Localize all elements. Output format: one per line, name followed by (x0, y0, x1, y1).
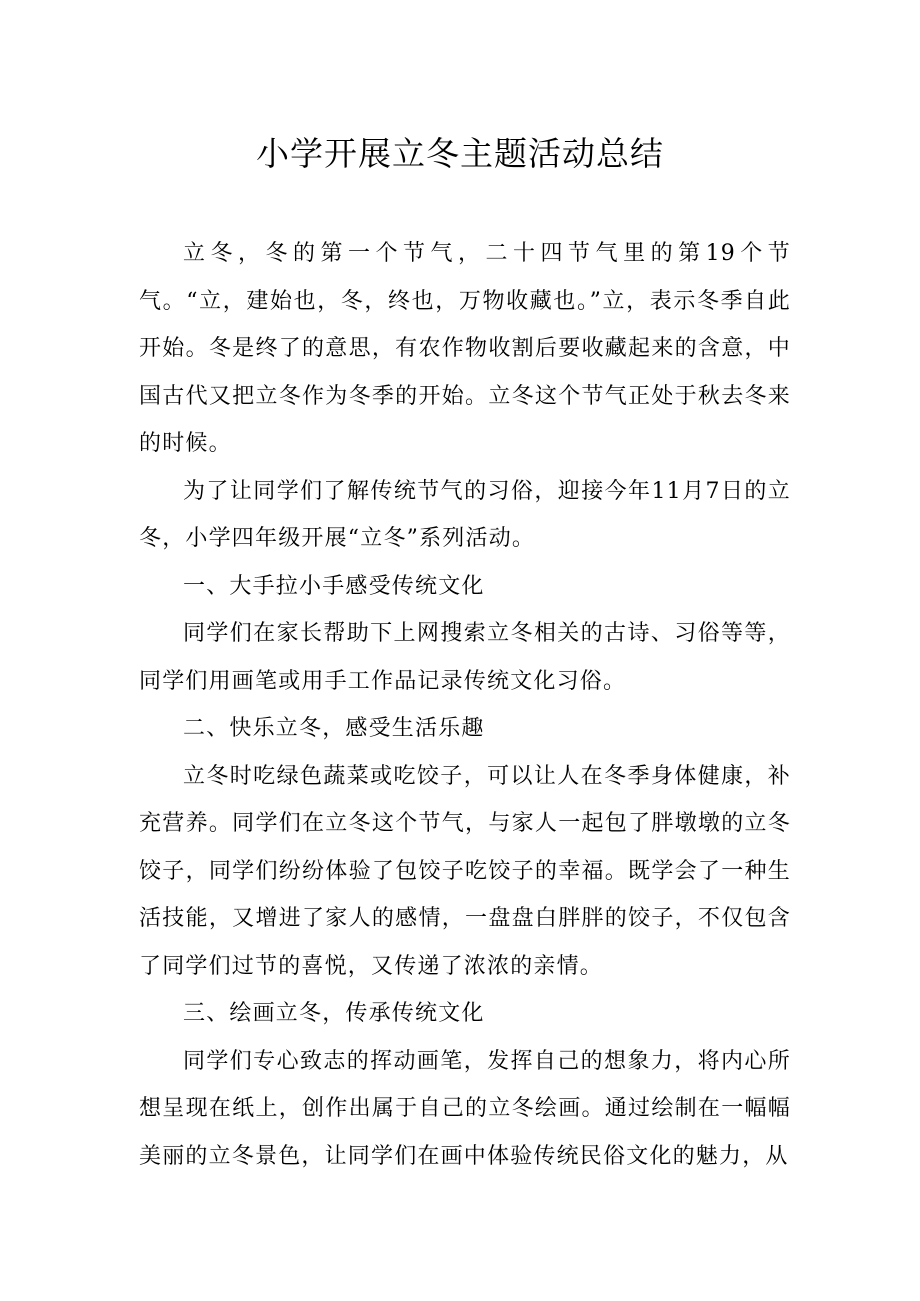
paragraph-section-1: 同学们在家长帮助下上网搜索立冬相关的古诗、习俗等等，同学们用画笔或用手工作品记录传统文化习俗。 (139, 621, 791, 694)
section-heading-3: 三、绘画立冬，传承传统文化 (183, 1001, 485, 1026)
section-heading-2: 二、快乐立冬，感受生活乐趣 (183, 716, 485, 741)
document-body (139, 230, 791, 1180)
paragraph-section-2: 立冬时吃绿色蔬菜或吃饺子，可以让人在冬季身体健康，补充营养。同学们在立冬这个节气，与家人一起包了胖墩墩的立冬饺子，同学们纷纷体验了包饺子吃饺子的幸福。既学会了一种生活技能，又增进了家人的感情，一盘盘白胖胖的饺子，不仅包含了同学们过节的喜悦，又传递了浓浓的亲情。 (139, 763, 791, 979)
paragraph-purpose: 为了让同学们了解传统节气的习俗，迎接今年11月7日的立冬，小学四年级开展“立冬”系列活动。 (139, 478, 791, 551)
paragraph-intro: 立冬，冬的第一个节气，二十四节气里的第19个节气。“立，建始也，冬，终也，万物收藏也。”立，表示冬季自此开始。冬是终了的意思，有农作物收割后要收藏起来的含意，中国古代又把立冬作为冬季的开始。立冬这个节气正处于秋去冬来的时候。 (139, 241, 791, 456)
section-heading-1: 一、大手拉小手感受传统文化 (183, 573, 485, 599)
paragraph-section-3: 同学们专心致志的挥动画笔，发挥自己的想象力，将内心所想呈现在纸上，创作出属于自己的立冬绘画。通过绘制在一幅幅美丽的立冬景色，让同学们在画中体验传统民俗文化的魅力，从 (139, 1048, 791, 1169)
document-title: 小学开展立冬主题活动总结 (256, 134, 664, 173)
